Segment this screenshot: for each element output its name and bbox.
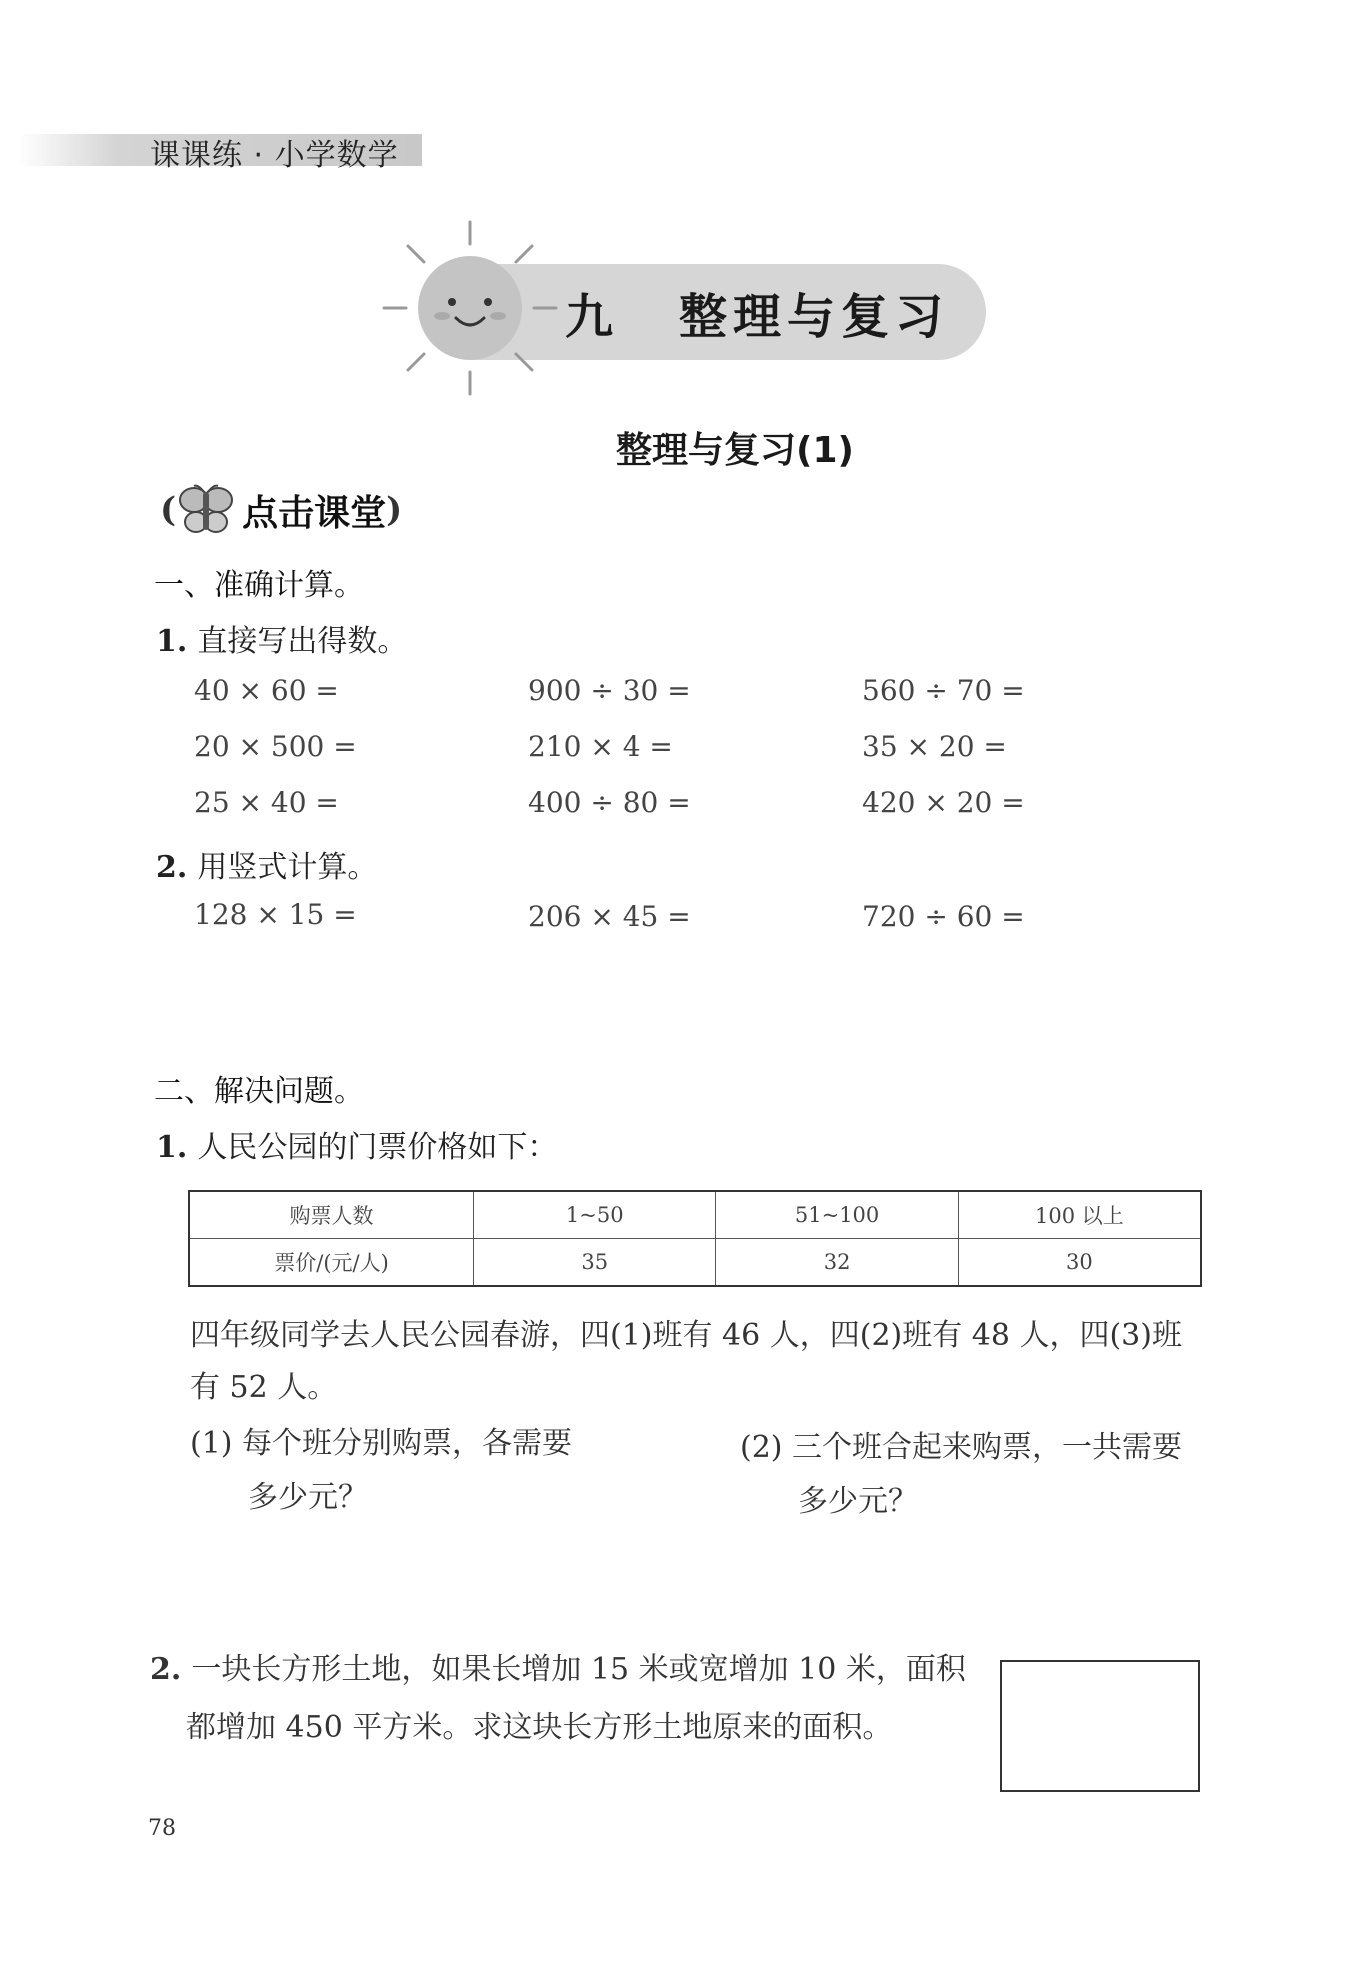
table-cell: 1~50: [474, 1191, 716, 1239]
badge-right-cap: ): [386, 490, 403, 530]
page-number: 78: [148, 1816, 176, 1841]
section1-heading: 一、准确计算。: [154, 568, 364, 603]
table-cell: 票价/(元/人): [189, 1239, 474, 1287]
badge-label: 点击课堂: [242, 492, 387, 534]
section2-q2-line1: [150, 1644, 966, 1696]
q1-number: 1.: [156, 624, 188, 659]
expr: 210 × 4 =: [528, 730, 673, 763]
price-table: [188, 1190, 1202, 1287]
table-cell: 51~100: [716, 1191, 958, 1239]
q1-text: 直接写出得数。: [197, 624, 408, 659]
q2-number: 2.: [156, 850, 188, 885]
subquestion-2-line2: 多少元？: [798, 1484, 918, 1519]
section2-q1: [156, 1122, 557, 1166]
expr: 400 ÷ 80 =: [528, 786, 691, 819]
s2q1-number: 1.: [156, 1130, 188, 1165]
badge-left-cap: (: [160, 490, 177, 530]
table-cell: 32: [716, 1239, 958, 1287]
header-title: 课课练 · 小学数学: [150, 138, 399, 173]
problem-paragraph-line2: 有 52 人。: [190, 1370, 338, 1405]
table-cell: 购票人数: [189, 1191, 474, 1239]
section1-q1: [156, 616, 407, 660]
expr: 560 ÷ 70 =: [862, 674, 1025, 707]
sun-icon: [380, 218, 560, 398]
expr: 900 ÷ 30 =: [528, 674, 691, 707]
section-badge: [160, 480, 402, 540]
chapter-title: [565, 278, 949, 347]
expr: 35 × 20 =: [862, 730, 1007, 763]
expr: 420 × 20 =: [862, 786, 1025, 819]
s2q2-line1-text: 一块长方形土地，如果长增加 15 米或宽增加 10 米，面积: [191, 1652, 966, 1687]
expr: 25 × 40 =: [194, 786, 339, 819]
subquestion-2-line1: (2) 三个班合起来购票，一共需要: [740, 1430, 1183, 1465]
section2-heading: 二、解决问题。: [154, 1074, 364, 1109]
problem-paragraph-line1: 四年级同学去人民公园春游，四(1)班有 46 人，四(2)班有 48 人，四(3)班: [190, 1318, 1182, 1353]
subquestion-1-line2: 多少元？: [248, 1480, 368, 1515]
table-row: [189, 1239, 1201, 1287]
table-row: [189, 1191, 1201, 1239]
expr: 720 ÷ 60 =: [862, 900, 1025, 933]
butterfly-icon: [176, 482, 236, 538]
chapter-number: 九: [565, 289, 620, 345]
table-cell: 30: [958, 1239, 1201, 1287]
section2-q2-line2: 都增加 450 平方米。求这块长方形土地原来的面积。: [186, 1710, 893, 1745]
lesson-title: 整理与复习(1): [616, 430, 854, 471]
expr: 40 × 60 =: [194, 674, 339, 707]
table-cell: 35: [474, 1239, 716, 1287]
expr: 128 × 15 =: [194, 898, 357, 931]
q2-text: 用竖式计算。: [197, 850, 378, 885]
subquestion-1-line1: (1) 每个班分别购票，各需要: [190, 1426, 573, 1461]
s2q2-number: 2.: [150, 1652, 182, 1687]
expr: 206 × 45 =: [528, 900, 691, 933]
chapter-name: 整理与复习: [679, 289, 950, 345]
expr: 20 × 500 =: [194, 730, 357, 763]
answer-box: [1000, 1660, 1200, 1792]
section1-q2: [156, 842, 377, 886]
s2q1-text: 人民公园的门票价格如下：: [197, 1130, 558, 1165]
table-cell: 100 以上: [958, 1191, 1201, 1239]
